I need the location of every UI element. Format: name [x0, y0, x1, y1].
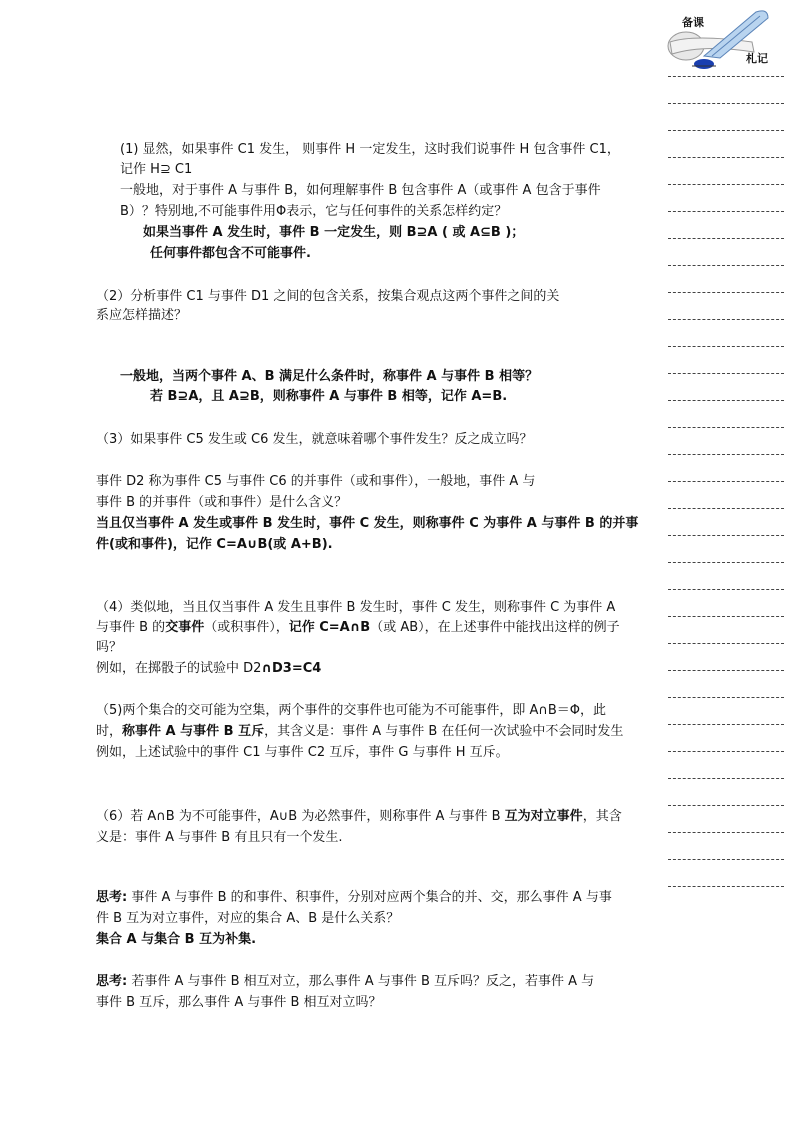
note-line [668, 805, 784, 806]
p1-line-4: B）？特别地,不可能事件用Φ表示，它与任何事件的关系怎样约定？ [120, 204, 508, 219]
note-line [668, 697, 784, 698]
note-line [668, 751, 784, 752]
note-line [668, 76, 784, 77]
p6-line-1-c: ，其含 [582, 809, 622, 824]
note-line [668, 778, 784, 779]
p5-line-3: 例如，上述试验中的事件 C1 与事件 C2 互斥，事件 G 与事件 H 互斥。 [96, 745, 509, 760]
p5-line-1: （5)两个集合的交可能为空集，两个事件的交事件也可能为不可能事件，即 A∩B＝Φ，此 [96, 703, 607, 718]
p3-line-5: 件(或和事件)，记作 C=A∪B(或 A+B). [96, 537, 333, 552]
p1-line-6: 任何事件都包含不可能事件. [150, 246, 311, 261]
note-line [668, 535, 784, 536]
p4-line-2-e: （或 AB），在上述事件中能找出这样的例子 [370, 620, 620, 635]
p3-line-2: 事件 D2 称为事件 C5 与事件 C6 的并事件（或和事件），一般地，事件 A 与 [96, 474, 536, 489]
p2-line-4: 若 B⊇A，且 A⊇B，则称事件 A 与事件 B 相等，记作 A=B. [150, 389, 508, 404]
p1-line-5: 如果当事件 A 发生时，事件 B 一定发生，则 B⊇A ( 或 A⊆B )； [143, 225, 525, 240]
p4-line-4 [96, 660, 321, 678]
p4-line-2-c: （或积事件）， [204, 620, 289, 635]
p1-line-1: (1) 显然，如果事件 C1 发生， 则事件 H 一定发生，这时我们说事件 H 包含事件 C1， [120, 142, 620, 157]
note-line [668, 103, 784, 104]
note-line [668, 886, 784, 887]
note-line [668, 400, 784, 401]
note-line [668, 292, 784, 293]
p4-intersection-term: 交事件 [165, 620, 205, 635]
think-2-label: 思考: [96, 974, 128, 989]
note-line [668, 454, 784, 455]
note-line [668, 130, 784, 131]
note-line [668, 481, 784, 482]
note-line [668, 184, 784, 185]
note-line [668, 427, 784, 428]
p6-line-2: 义是：事件 A 与事件 B 有且只有一个发生. [96, 830, 343, 845]
p4-intersection-notation: 记作 C=A∩B [288, 620, 371, 635]
note-line [668, 832, 784, 833]
note-line [668, 319, 784, 320]
think-1-label: 思考: [96, 890, 128, 905]
p4-line-3: 吗？ [96, 640, 123, 655]
p6-complementary-term: 互为对立事件 [504, 809, 583, 824]
logo-top-text: 备课 [682, 16, 704, 29]
p4-line-2-a: 与事件 B 的 [96, 620, 166, 635]
note-line [668, 859, 784, 860]
p4-line-1: （4）类似地，当且仅当事件 A 发生且事件 B 发生时，事件 C 发生，则称事件 C 为事件 A [96, 600, 616, 615]
p1-line-3: 一般地，对于事件 A 与事件 B，如何理解事件 B 包含事件 A（或事件 A 包含于事件 [120, 183, 601, 198]
note-line [668, 238, 784, 239]
p5-line-2 [96, 723, 623, 741]
note-line [668, 157, 784, 158]
note-line [668, 643, 784, 644]
p4-line-4-a: 例如，在掷骰子的试验中 D2 [96, 661, 262, 676]
logo-bottom-text: 札记 [746, 52, 768, 65]
p4-line-4-b: ∩D3=C4 [261, 661, 322, 676]
think-2-line-2: 事件 B 互斥，那么事件 A 与事件 B 相互对立吗？ [96, 995, 382, 1010]
p1-line-2: 记作 H⊇ C1 [120, 162, 193, 177]
p6-line-1 [96, 808, 622, 826]
p3-line-4: 当且仅当事件 A 发生或事件 B 发生时，事件 C 发生，则称事件 C 为事件 A 与事件 B 的并事 [96, 516, 639, 531]
note-line [668, 211, 784, 212]
think-1-answer: 集合 A 与集合 B 互为补集. [96, 932, 257, 947]
think-2-line-1 [96, 973, 594, 991]
note-line [668, 346, 784, 347]
p2-line-2: 系应怎样描述？ [96, 308, 188, 323]
note-line [668, 670, 784, 671]
note-line [668, 724, 784, 725]
note-line [668, 589, 784, 590]
think-1-line-1 [96, 889, 612, 907]
p5-mutually-exclusive-term: 称事件 A 与事件 B 互斥 [122, 724, 265, 739]
note-line [668, 616, 784, 617]
note-line [668, 373, 784, 374]
note-line [668, 265, 784, 266]
p5-line-2-c: ，其含义是：事件 A 与事件 B 在任何一次试验中不会同时发生 [264, 724, 624, 739]
p5-line-2-a: 时， [96, 724, 123, 739]
think-1-text-1: 事件 A 与事件 B 的和事件、积事件，分别对应两个集合的并、交，那么事件 A 与事 [127, 890, 612, 905]
p3-line-3: 事件 B 的并事件（或和事件）是什么含义？ [96, 495, 348, 510]
note-line [668, 508, 784, 509]
p2-line-1: （2）分析事件 C1 与事件 D1 之间的包含关系，按集合观点这两个事件之间的关 [96, 289, 560, 304]
think-1-line-2: 件 B 互为对立事件，对应的集合 A、B 是什么关系？ [96, 911, 400, 926]
p3-line-1: （3）如果事件 C5 发生或 C6 发生，就意味着哪个事件发生？反之成立吗？ [96, 432, 533, 447]
p4-line-2 [96, 619, 620, 637]
think-2-text-1: 若事件 A 与事件 B 相互对立，那么事件 A 与事件 B 互斥吗？反之，若事件 A 与 [127, 974, 595, 989]
p2-line-3: 一般地，当两个事件 A、B 满足什么条件时，称事件 A 与事件 B 相等？ [120, 369, 539, 384]
p6-line-1-a: （6）若 A∩B 为不可能事件，A∪B 为必然事件，则称事件 A 与事件 B [96, 809, 505, 824]
note-line [668, 562, 784, 563]
lesson-notes-logo [664, 8, 776, 74]
